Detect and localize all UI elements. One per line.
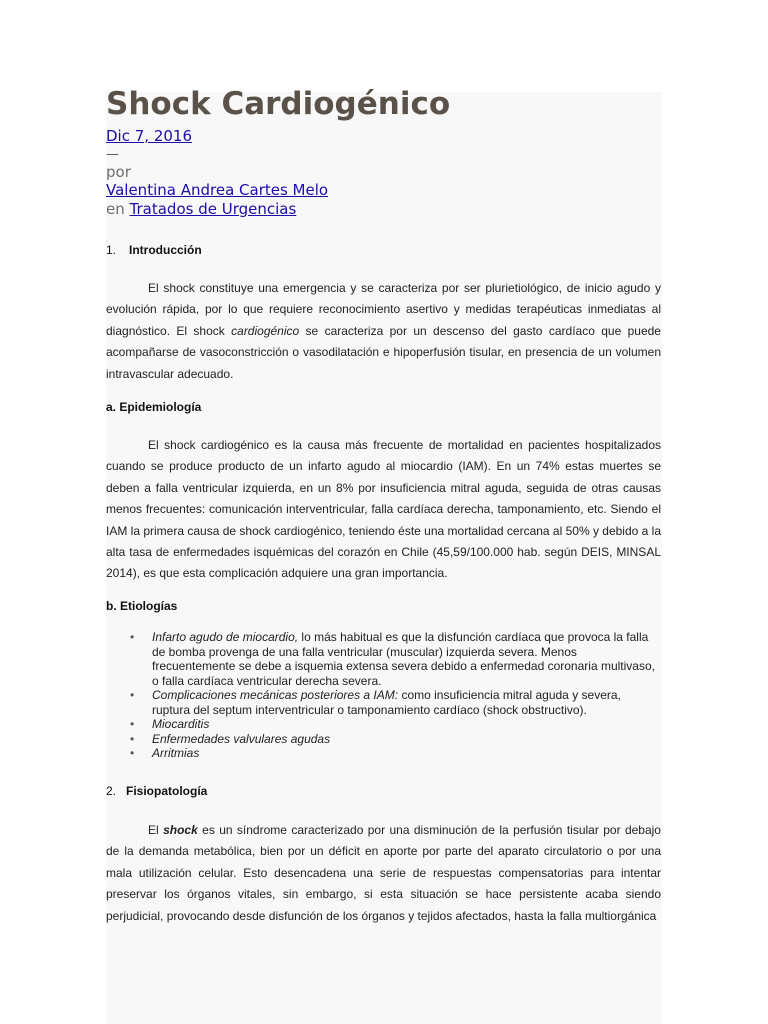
list-item: [106, 688, 661, 717]
fisiopatologia-heading: [106, 784, 207, 798]
epidemiologia-paragraph: [106, 435, 661, 585]
list-item-italic: Arritmias: [152, 746, 200, 760]
category-line: [106, 200, 296, 218]
bullet-marker: •: [130, 731, 135, 746]
bullet-marker: •: [130, 746, 135, 760]
intro-paragraph: [106, 278, 661, 385]
in-label: en: [106, 200, 125, 218]
list-item-text: lo más habitual es que la disfunción cardíaca que provoca la falla de bomba provenga de una falla ventricular (muscular) izquierda severa. Menos frecuentemente se debe a isquemia extensa severa debido a enfermedad coronaria multivaso, o falla cardíaca ventricular derecha severa.: [152, 630, 655, 688]
intro-heading: [106, 243, 202, 257]
etiologias-list: [106, 630, 661, 761]
by-label: por: [106, 163, 131, 181]
intro-text-1: El shock constituye una emergencia y se caracteriza por ser plurietiológico, de inicio agudo y evolución rápida, por lo que requiere reconocimiento asertivo y medidas terapéuticas inmediatas al diagnóstico. El shock: [106, 281, 661, 338]
fisiopatologia-heading-label: Fisiopatología: [126, 784, 208, 798]
article-title: Shock Cardiogénico: [106, 86, 451, 122]
bullet-marker: •: [130, 630, 135, 644]
list-item-italic: Enfermedades valvulares agudas: [152, 731, 331, 746]
list-item-italic: Miocarditis: [152, 717, 210, 731]
bullet-marker: •: [130, 717, 135, 731]
list-item: [106, 630, 661, 688]
fisiopatologia-lead: El: [148, 823, 159, 837]
intro-italic-term: cardiogénico: [231, 323, 300, 338]
etiologias-heading: b. Etiologías: [106, 599, 178, 613]
intro-text-2: se caracteriza por un descenso del gasto cardíaco que puede acompañarse de vasoconstricción o vasodilatación e hipoperfusión tisular, en presencia de un volumen intravascular adecuado.: [106, 323, 661, 381]
meta-dash: —: [106, 147, 119, 162]
epidemiologia-text: El shock cardiogénico es la causa más frecuente de mortalidad en pacientes hospitalizados cuando se produce producto de un infarto agudo al miocardio (IAM). En un 74% estas muertes se deben a falla ventricular izquierda, en un 8% por insuficiencia mitral aguda, seguida de otras causas menos frecuentes: comunicación interventricular, falla cardíaca derecha, tamponamiento, etc. Siendo el IAM la primera causa de shock cardiogénico, teniendo éste una mortalidad cercana al 50% y debido a la alta tasa de enfermedades isquémicas del corazón en Chile (45,59/100.000 hab. según DEIS, MINSAL 2014), es que esta complicación adquiere una gran importancia.: [106, 438, 661, 581]
list-item-text: como insuficiencia mitral aguda y severa, ruptura del septum interventricular o tamponamiento cardíaco (shock obstructivo).: [152, 688, 621, 717]
author-line: [106, 181, 328, 199]
list-item-italic: Infarto agudo de miocardio,: [152, 630, 299, 644]
date-link[interactable]: Dic 7, 2016: [106, 127, 192, 145]
epidemiologia-heading: a. Epidemiología: [106, 400, 202, 414]
category-link[interactable]: Tratados de Urgencias: [129, 200, 297, 218]
list-item: [106, 717, 661, 732]
bullet-marker: •: [130, 688, 135, 702]
fisiopatologia-text: es un síndrome caracterizado por una disminución de la perfusión tisular por debajo de la demanda metabólica, bien por un déficit en aporte por parte del aparato circulatorio o por una mala utilización celular. Esto desencadena una serie de respuestas compensatorias para intentar preservar los órganos vitales, sin embargo, si esta situación se hace persistente acaba siendo perjudicial, provocando desde disfunción de los órganos y tejidos afectados, hasta la falla multiorgánica: [106, 823, 661, 923]
list-item: [106, 732, 661, 747]
list-item-italic: Complicaciones mecánicas posteriores a IAM:: [152, 688, 399, 702]
author-link[interactable]: Valentina Andrea Cartes Melo: [106, 181, 329, 199]
intro-heading-label: Introducción: [129, 243, 202, 257]
date-line: [106, 127, 192, 145]
list-item: [106, 746, 661, 761]
fisiopatologia-term: shock: [163, 823, 198, 837]
fisiopatologia-paragraph: [106, 820, 661, 927]
intro-number: 1.: [106, 243, 117, 257]
fisiopatologia-number: 2.: [106, 784, 117, 798]
